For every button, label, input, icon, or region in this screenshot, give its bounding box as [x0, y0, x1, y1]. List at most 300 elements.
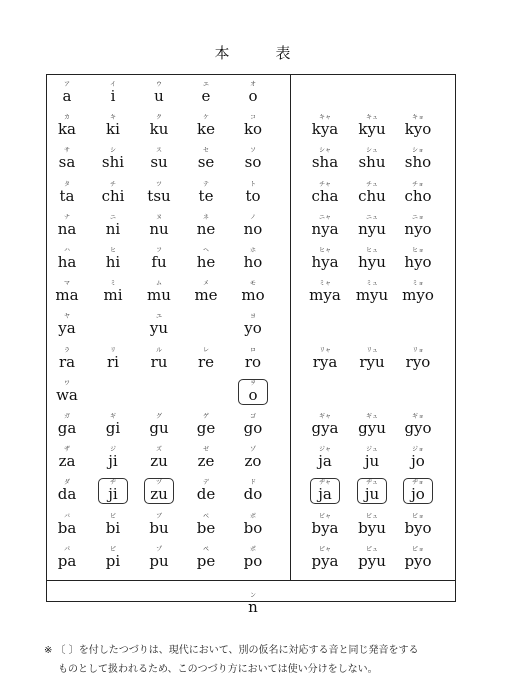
syllable-cell — [228, 413, 278, 436]
syllable-cell — [181, 546, 231, 569]
kana-label: ジュ — [366, 446, 378, 454]
kana-label: シャ — [319, 147, 331, 155]
kana-label: チャ — [319, 180, 331, 188]
youon-cell — [300, 280, 350, 303]
romaji-label: hyo — [404, 253, 432, 271]
romaji-label: sa — [58, 153, 76, 172]
kana-label: リョ — [412, 346, 424, 354]
romaji-label: re — [197, 352, 215, 371]
romaji-label: ji — [108, 452, 118, 471]
syllable-cell — [88, 81, 138, 104]
romaji-label: ju — [364, 452, 380, 471]
kana-label: デ — [202, 479, 209, 487]
footnote — [44, 641, 474, 679]
kana-label: チュ — [366, 180, 378, 188]
kana-label: サ — [63, 147, 70, 155]
romaji-label: ta — [59, 186, 75, 205]
syllable-cell — [134, 81, 184, 104]
romaji-label: gu — [149, 419, 169, 437]
youon-cell — [347, 413, 397, 436]
syllable-cell — [134, 181, 184, 204]
romaji-label: zu — [150, 452, 168, 471]
syllable-cell — [228, 147, 278, 170]
youon-cell — [393, 247, 443, 270]
youon-cell — [300, 114, 350, 137]
romaji-label: ra — [58, 352, 76, 371]
syllable-cell — [228, 513, 278, 536]
youon-cell — [300, 413, 350, 436]
romaji-label: zu — [150, 485, 168, 504]
kana-label: ピャ — [318, 545, 331, 553]
youon-cell — [347, 214, 397, 237]
romaji-label: gyu — [358, 419, 386, 437]
youon-cell — [300, 181, 350, 204]
kana-label: グ — [155, 413, 162, 420]
romaji-label: myo — [402, 286, 434, 305]
syllable-cell — [88, 546, 138, 569]
youon-cell — [300, 513, 350, 536]
youon-cell — [300, 347, 350, 370]
syllable-cell — [42, 247, 92, 270]
kana-label: ジ — [109, 446, 116, 454]
kana-label: シ — [109, 147, 116, 155]
romaji-label: za — [58, 452, 76, 471]
kana-label: エ — [202, 81, 209, 88]
romaji-label: pya — [311, 551, 339, 570]
syllable-cell — [181, 214, 231, 237]
kana-label: ネ — [202, 213, 209, 221]
kana-label: ピ — [109, 545, 116, 553]
syllable-cell — [228, 81, 278, 104]
n-kana: ン — [249, 592, 256, 599]
syllable-cell — [88, 513, 138, 536]
romaji-label: chi — [101, 186, 125, 205]
kana-label: チョ — [412, 180, 424, 188]
syllable-cell — [228, 313, 278, 336]
syllable-cell — [181, 413, 231, 436]
romaji-label: de — [196, 485, 216, 504]
youon-cell — [393, 280, 443, 303]
syllable-cell — [228, 546, 278, 569]
bracket-mark — [98, 478, 128, 504]
romaji-label: u — [154, 87, 164, 105]
syllable-cell — [181, 347, 231, 370]
kana-label: ニョ — [411, 213, 424, 221]
romaji-label: shi — [101, 153, 125, 172]
romaji-label: ja — [318, 485, 332, 504]
bracket-mark — [403, 478, 433, 504]
romaji-label: pa — [57, 551, 77, 570]
syllable-cell — [228, 181, 278, 204]
syllable-cell — [134, 546, 184, 569]
syllable-cell — [88, 214, 138, 237]
romaji-label: ko — [243, 120, 263, 139]
syllable-cell — [42, 114, 92, 137]
kana-label: リャ — [319, 346, 331, 354]
syllable-cell — [42, 413, 92, 436]
youon-cell — [393, 413, 443, 436]
romaji-label: wa — [56, 385, 78, 404]
syllable-cell — [42, 513, 92, 536]
kana-label: ヲ — [249, 379, 256, 387]
n-romaji: n — [248, 598, 258, 616]
table-divider-vertical — [290, 74, 291, 581]
syllable-cell — [42, 147, 92, 170]
romaji-label: ja — [318, 452, 332, 471]
kana-label: ピュ — [365, 545, 378, 553]
romaji-label: ge — [196, 419, 216, 437]
romaji-label: se — [197, 153, 215, 172]
youon-cell — [393, 114, 443, 137]
bracket-mark — [144, 478, 174, 504]
romaji-label: mu — [147, 286, 171, 305]
romaji-label: o — [248, 87, 258, 105]
romaji-label: ba — [57, 518, 77, 537]
romaji-label: ze — [197, 452, 215, 471]
kana-label: ダ — [63, 479, 70, 487]
syllable-cell — [42, 347, 92, 370]
romaji-label: bi — [105, 518, 121, 537]
syllable-cell — [228, 280, 278, 303]
kana-label: ギョ — [411, 413, 424, 420]
romaji-label: hya — [311, 253, 339, 271]
syllable-cell — [88, 347, 138, 370]
kana-label: ラ — [63, 346, 70, 354]
syllable-cell — [228, 214, 278, 237]
romaji-label: ru — [150, 352, 168, 371]
romaji-label: sho — [404, 153, 432, 172]
syllable-cell — [134, 147, 184, 170]
kana-label: ヨ — [249, 313, 256, 321]
kana-label: ク — [155, 114, 162, 122]
kana-label: ギュ — [365, 413, 378, 420]
syllable-cell — [181, 114, 231, 137]
youon-cell — [300, 214, 350, 237]
footnote-line-1: ※ 〔 〕を付したつづりは、現代において、別の仮名に対応する音と同じ発音をする — [44, 645, 419, 656]
kana-label: ミョ — [412, 280, 424, 288]
romaji-label: a — [62, 87, 72, 105]
kana-label: ニャ — [318, 213, 331, 221]
romaji-label: ki — [106, 120, 120, 139]
syllable-cell — [181, 280, 231, 303]
kana-label: ノ — [249, 213, 256, 221]
syllable-cell — [181, 247, 231, 270]
kana-label: ハ — [63, 247, 70, 254]
romaji-label: mo — [241, 286, 265, 305]
youon-cell — [393, 513, 443, 536]
kana-label: リ — [109, 346, 116, 354]
kana-label: ヌ — [155, 213, 162, 221]
romaji-label: yo — [244, 319, 262, 338]
kana-label: ショ — [412, 147, 424, 155]
kana-label: ヂョ — [412, 479, 424, 487]
romaji-label: gya — [311, 419, 339, 437]
youon-cell — [300, 546, 350, 569]
kana-label: ベ — [202, 512, 209, 520]
kana-label: ワ — [63, 379, 70, 387]
romaji-label: mya — [309, 286, 341, 305]
romaji-label: ro — [244, 352, 262, 371]
romaji-label: nyu — [358, 219, 386, 238]
footnote-line-2: ものとして扱われるため、このつづり方においては使い分けをしない。 — [58, 664, 378, 675]
youon-cell — [393, 546, 443, 569]
youon-cell — [393, 347, 443, 370]
romaji-label: te — [198, 186, 214, 205]
kana-label: ソ — [249, 147, 256, 155]
syllable-cell — [42, 214, 92, 237]
kana-label: ジャ — [319, 446, 331, 454]
romaji-label: bya — [311, 518, 339, 537]
kana-label: ム — [155, 280, 162, 288]
kana-label: フ — [155, 247, 162, 254]
romaji-label: bo — [243, 518, 263, 537]
kana-label: ミャ — [319, 280, 331, 288]
romaji-label: nu — [149, 219, 169, 238]
romaji-label: ya — [58, 319, 76, 338]
kana-label: ヅ — [155, 479, 162, 487]
romaji-label: sha — [311, 153, 339, 172]
syllable-cell — [88, 114, 138, 137]
youon-cell — [300, 147, 350, 170]
romaji-label: hi — [105, 253, 121, 271]
youon-cell — [393, 181, 443, 204]
syllable-cell — [42, 81, 92, 104]
youon-cell — [347, 280, 397, 303]
page-title — [0, 42, 505, 63]
kana-label: ア — [63, 81, 70, 88]
romaji-label: yu — [149, 319, 169, 338]
kana-label: タ — [63, 180, 70, 188]
romaji-label: po — [243, 551, 263, 570]
romaji-label: byu — [358, 518, 386, 537]
syllable-cell — [181, 513, 231, 536]
syllable-cell — [228, 479, 278, 502]
romaji-label: he — [196, 253, 216, 271]
romaji-label: ho — [243, 253, 263, 271]
kana-label: モ — [249, 280, 256, 288]
syllable-cell — [181, 479, 231, 502]
kana-label: ヂュ — [366, 479, 378, 487]
syllable-cell — [181, 446, 231, 469]
syllable-cell — [228, 446, 278, 469]
romaji-label: nyo — [404, 219, 432, 238]
romaji-label: pe — [196, 551, 216, 570]
kana-label: ニュ — [365, 213, 378, 221]
syllable-cell — [134, 513, 184, 536]
kana-label: セ — [202, 147, 209, 155]
youon-cell — [393, 214, 443, 237]
kana-label: リュ — [366, 346, 378, 354]
romaji-label: kyo — [404, 120, 432, 139]
youon-cell — [347, 247, 397, 270]
kana-label: ボ — [249, 512, 256, 520]
romaji-label: jo — [411, 452, 425, 471]
romaji-label: e — [201, 87, 211, 105]
romaji-label: i — [110, 87, 116, 105]
syllable-cell — [42, 546, 92, 569]
syllable-cell — [181, 147, 231, 170]
kana-label: テ — [202, 180, 209, 188]
kana-label: ヒャ — [318, 247, 331, 254]
youon-cell — [347, 114, 397, 137]
syllable-cell — [228, 114, 278, 137]
syllable-cell — [228, 347, 278, 370]
romaji-label: kyu — [358, 120, 386, 139]
kana-label: ポ — [249, 545, 256, 553]
kana-label: ビョ — [411, 512, 424, 520]
romaji-label: fu — [151, 253, 167, 271]
romaji-label: ryu — [359, 352, 385, 371]
kana-label: ブ — [155, 512, 162, 520]
kana-label: ペ — [202, 545, 209, 553]
kana-label: ガ — [63, 413, 70, 420]
kana-label: ギ — [109, 413, 116, 420]
syllable-cell — [42, 280, 92, 303]
romaji-label: ku — [149, 120, 169, 139]
syllable-cell — [88, 247, 138, 270]
title-char-2: 表 — [275, 44, 291, 62]
kana-label: ス — [155, 147, 162, 155]
youon-cell — [347, 147, 397, 170]
kana-label: ツ — [155, 180, 162, 188]
bracket-mark — [310, 478, 340, 504]
syllable-cell — [134, 446, 184, 469]
kana-label: プ — [155, 545, 162, 553]
kana-label: イ — [109, 81, 116, 88]
romaji-label: da — [57, 485, 77, 504]
kana-label: ホ — [249, 247, 256, 254]
kana-label: ザ — [63, 446, 70, 454]
romaji-label: zo — [244, 452, 262, 471]
syllable-cell — [42, 446, 92, 469]
romaji-label: do — [243, 485, 263, 504]
romaji-label: pyu — [358, 551, 386, 570]
romaji-label: go — [243, 419, 263, 437]
romaji-label: jo — [411, 485, 425, 504]
romaji-label: ke — [197, 120, 215, 139]
romaji-label: gi — [105, 419, 121, 437]
romaji-label: cho — [404, 186, 432, 205]
romaji-label: hyu — [358, 253, 386, 271]
syllable-cell — [134, 247, 184, 270]
kana-label: ゴ — [249, 413, 256, 420]
kana-label: レ — [202, 346, 209, 354]
romaji-label: so — [244, 153, 262, 172]
kana-label: ヘ — [202, 247, 209, 254]
romaji-label: pu — [149, 551, 169, 570]
kana-label: ビャ — [318, 512, 331, 520]
syllable-cell — [181, 81, 231, 104]
kana-label: ウ — [155, 81, 162, 88]
romaji-label: ha — [57, 253, 77, 271]
kana-label: ヂ — [109, 479, 116, 487]
romaji-label: ri — [107, 352, 119, 371]
kana-label: ロ — [249, 346, 256, 354]
kana-label: キ — [109, 114, 116, 122]
kana-label: ケ — [202, 114, 209, 122]
romaji-label: ryo — [405, 352, 431, 371]
romaji-label: mi — [103, 286, 123, 305]
romaji-label: myu — [355, 286, 389, 305]
title-char-1: 本 — [214, 44, 230, 62]
youon-cell — [347, 546, 397, 569]
romaji-label: su — [150, 153, 168, 172]
kana-label: メ — [202, 280, 209, 288]
syllable-cell — [181, 181, 231, 204]
syllable-cell — [42, 181, 92, 204]
kana-label: ド — [249, 479, 256, 487]
romaji-label: o — [248, 385, 258, 404]
kana-label: ミュ — [366, 280, 378, 288]
kana-label: ヒ — [109, 247, 116, 254]
kana-label: ゲ — [202, 413, 209, 420]
syllable-cell — [88, 280, 138, 303]
kana-label: ゾ — [249, 446, 256, 454]
romaji-label: ma — [55, 286, 79, 305]
romaji-label: me — [194, 286, 218, 305]
kana-label: ジョ — [412, 446, 424, 454]
syllable-cell — [88, 181, 138, 204]
syllable-cell — [228, 247, 278, 270]
kana-label: パ — [63, 545, 70, 553]
kana-label: ト — [249, 180, 256, 188]
romaji-label: pi — [105, 551, 121, 570]
youon-cell — [347, 347, 397, 370]
romaji-label: kya — [311, 120, 339, 139]
kana-label: コ — [249, 114, 256, 122]
syllable-cell — [134, 413, 184, 436]
kana-label: ギャ — [318, 413, 331, 420]
romaji-label: tsu — [147, 186, 171, 205]
syllable-cell — [42, 479, 92, 502]
kana-label: ヤ — [63, 313, 70, 321]
kana-label: カ — [63, 114, 70, 122]
syllable-cell — [134, 214, 184, 237]
n-cell — [228, 592, 278, 615]
romaji-label: nya — [311, 219, 339, 238]
kana-label: キャ — [318, 114, 331, 122]
kana-label: ビ — [109, 512, 116, 520]
kana-label: ゼ — [202, 446, 209, 454]
syllable-cell — [134, 280, 184, 303]
kana-label: マ — [63, 280, 70, 288]
youon-cell — [393, 446, 443, 469]
kana-label: ビュ — [365, 512, 378, 520]
romaji-label: ka — [57, 120, 77, 139]
romaji-label: be — [196, 518, 216, 537]
syllable-cell — [88, 413, 138, 436]
youon-cell — [347, 446, 397, 469]
romaji-label: gyo — [404, 419, 432, 437]
syllable-cell — [134, 313, 184, 336]
romaji-label: cha — [311, 186, 339, 205]
kana-label: ナ — [63, 213, 70, 221]
syllable-cell — [42, 313, 92, 336]
romaji-label: bu — [149, 518, 169, 537]
youon-cell — [393, 147, 443, 170]
kana-label: ピョ — [411, 545, 424, 553]
romaji-label: ne — [196, 219, 216, 238]
kana-label: ミ — [109, 280, 116, 288]
bracket-mark — [238, 379, 268, 405]
syllable-cell — [88, 446, 138, 469]
kana-label: ズ — [155, 446, 162, 454]
syllable-cell — [134, 114, 184, 137]
syllable-cell — [42, 380, 92, 403]
youon-cell — [300, 247, 350, 270]
romaji-label: to — [245, 186, 261, 205]
romaji-label: byo — [404, 518, 432, 537]
